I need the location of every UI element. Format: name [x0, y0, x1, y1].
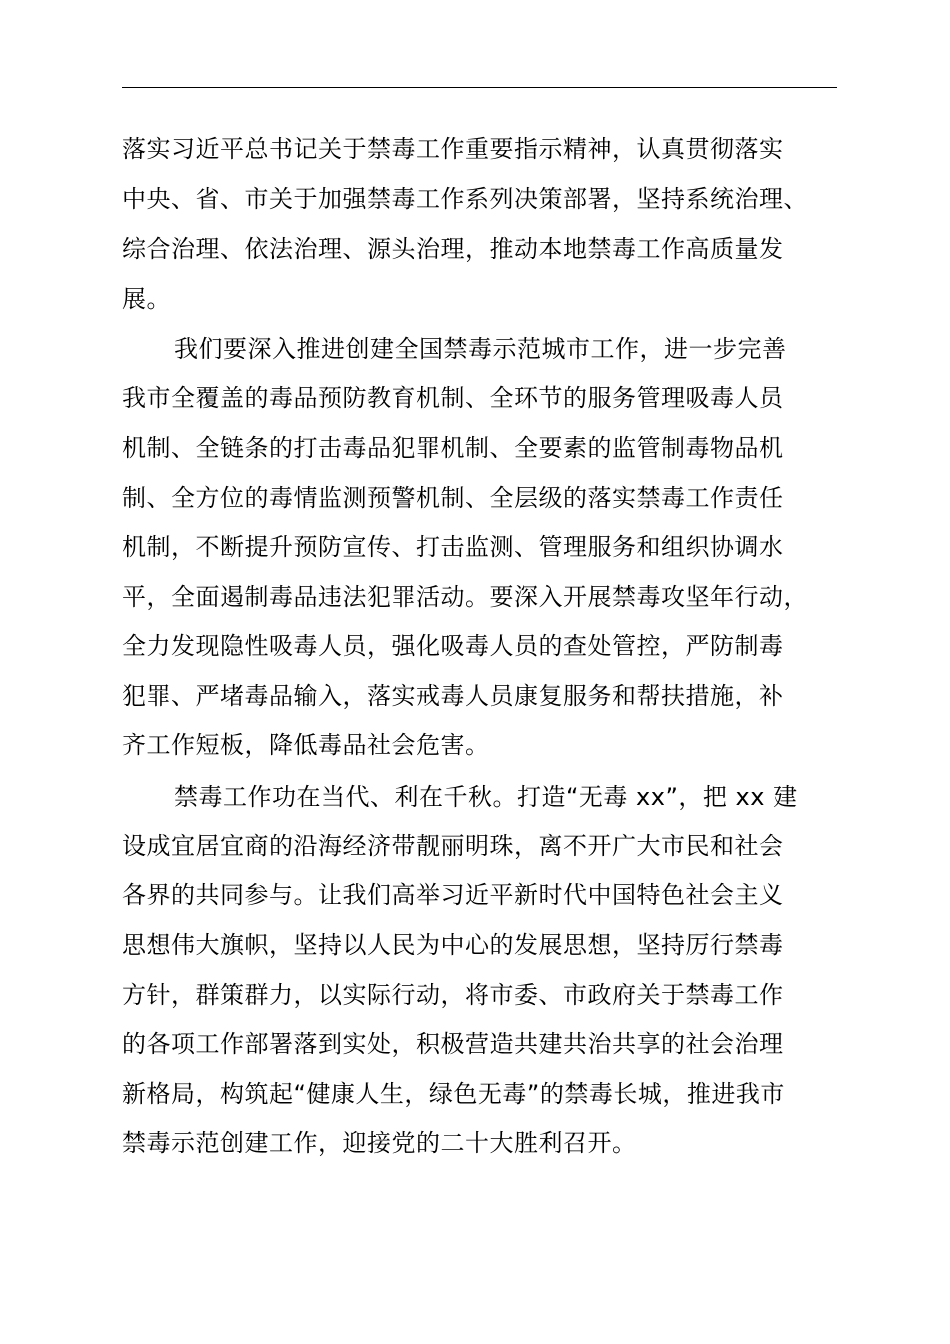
text-line: 思想伟大旗帜，坚持以人民为中心的发展思想，坚持厉行禁毒: [122, 931, 784, 959]
text-line: 全力发现隐性吸毒人员，强化吸毒人员的查处管控，严防制毒: [122, 632, 784, 660]
text-line: 的各项工作部署落到实处，积极营造共建共治共享的社会治理: [122, 1030, 784, 1058]
text-line: 综合治理、依法治理、源头治理，推动本地禁毒工作高质量发: [122, 235, 784, 263]
paragraph-start-line: 禁毒工作功在当代、利在千秋。打造“无毒 xx”，把 xx 建: [174, 783, 798, 811]
text-line: 平，全面遏制毒品违法犯罪活动。要深入开展禁毒攻坚年行动，: [122, 583, 808, 611]
text-line: 犯罪、严堵毒品输入，落实戒毒人员康复服务和帮扶措施，补: [122, 682, 784, 710]
text-line: 禁毒示范创建工作，迎接党的二十大胜利召开。: [122, 1129, 637, 1157]
text-line: 落实习近平总书记关于禁毒工作重要指示精神，认真贯彻落实: [122, 135, 784, 163]
text-line: 机制，不断提升预防宣传、打击监测、管理服务和组织协调水: [122, 533, 784, 561]
text-line: 各界的共同参与。让我们高举习近平新时代中国特色社会主义: [122, 881, 784, 909]
text-line: 方针，群策群力，以实际行动，将市委、市政府关于禁毒工作: [122, 981, 784, 1009]
text-line: 新格局，构筑起“健康人生，绿色无毒”的禁毒长城，推进我市: [122, 1080, 785, 1108]
header-rule: [122, 87, 837, 88]
paragraph-start-line: 我们要深入推进创建全国禁毒示范城市工作，进一步完善: [174, 335, 787, 363]
text-line: 齐工作短板，降低毒品社会危害。: [122, 731, 490, 759]
text-line: 设成宜居宜商的沿海经济带靓丽明珠，离不开广大市民和社会: [122, 832, 784, 860]
text-line: 机制、全链条的打击毒品犯罪机制、全要素的监管制毒物品机: [122, 434, 784, 462]
text-line: 制、全方位的毒情监测预警机制、全层级的落实禁毒工作责任: [122, 484, 784, 512]
text-line: 展。: [122, 285, 171, 313]
text-line: 中央、省、市关于加强禁毒工作系列决策部署，坚持系统治理、: [122, 185, 808, 213]
text-line: 我市全覆盖的毒品预防教育机制、全环节的服务管理吸毒人员: [122, 384, 784, 412]
